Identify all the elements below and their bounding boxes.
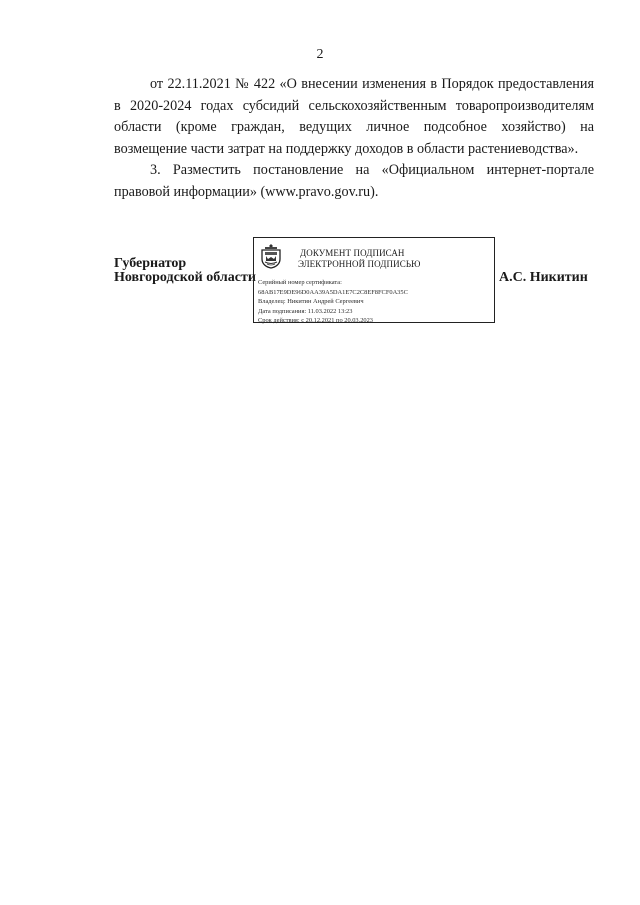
page-number: 2 xyxy=(316,47,324,62)
signature-block xyxy=(114,237,594,327)
signer-name: А.С. Никитин xyxy=(499,270,588,285)
stamp-serial-value: 68AB17E9DE96D0AA39A5DA1E7C2C8EF8FCF0A35C xyxy=(258,288,408,296)
paragraph-amendment-reference: от 22.11.2021 № 422 «О внесении изменения в Порядок предоставления в 2020-2024 годах субсидий сельскохозяйственным товаропроизводителям области (кроме граждан, ведущих личное подсобное хозяйство) на возмещение части затрат на поддержку доходов в области растениеводства». xyxy=(114,76,594,157)
paragraph-publication-order: 3. Разместить постановление на «Официальном интернет-портале правовой информации» (www.pravo.gov.ru). xyxy=(114,162,594,200)
stamp-header-line1: ДОКУМЕНТ ПОДПИСАН xyxy=(300,248,405,258)
stamp-serial-label: Серийный номер сертификата: xyxy=(258,279,342,286)
novgorod-coat-of-arms-icon xyxy=(259,243,283,269)
signer-title-line1: Губернатор xyxy=(114,256,187,271)
stamp-validity: Срок действия: с 20.12.2021 по 20.03.2023 xyxy=(258,317,374,325)
stamp-header xyxy=(298,248,420,270)
stamp-owner: Владелец: Никитин Андрей Сергеевич xyxy=(258,298,364,306)
electronic-signature-stamp xyxy=(253,237,495,323)
stamp-signed-date: Дата подписания: 11.03.2022 13:23 xyxy=(258,307,353,315)
stamp-details xyxy=(258,278,408,326)
signer-title-line2: Новгородской области xyxy=(114,270,256,285)
document-body xyxy=(114,74,594,203)
signer-title xyxy=(114,257,256,285)
stamp-header-line2: ЭЛЕКТРОННОЙ ПОДПИСЬЮ xyxy=(298,259,421,269)
